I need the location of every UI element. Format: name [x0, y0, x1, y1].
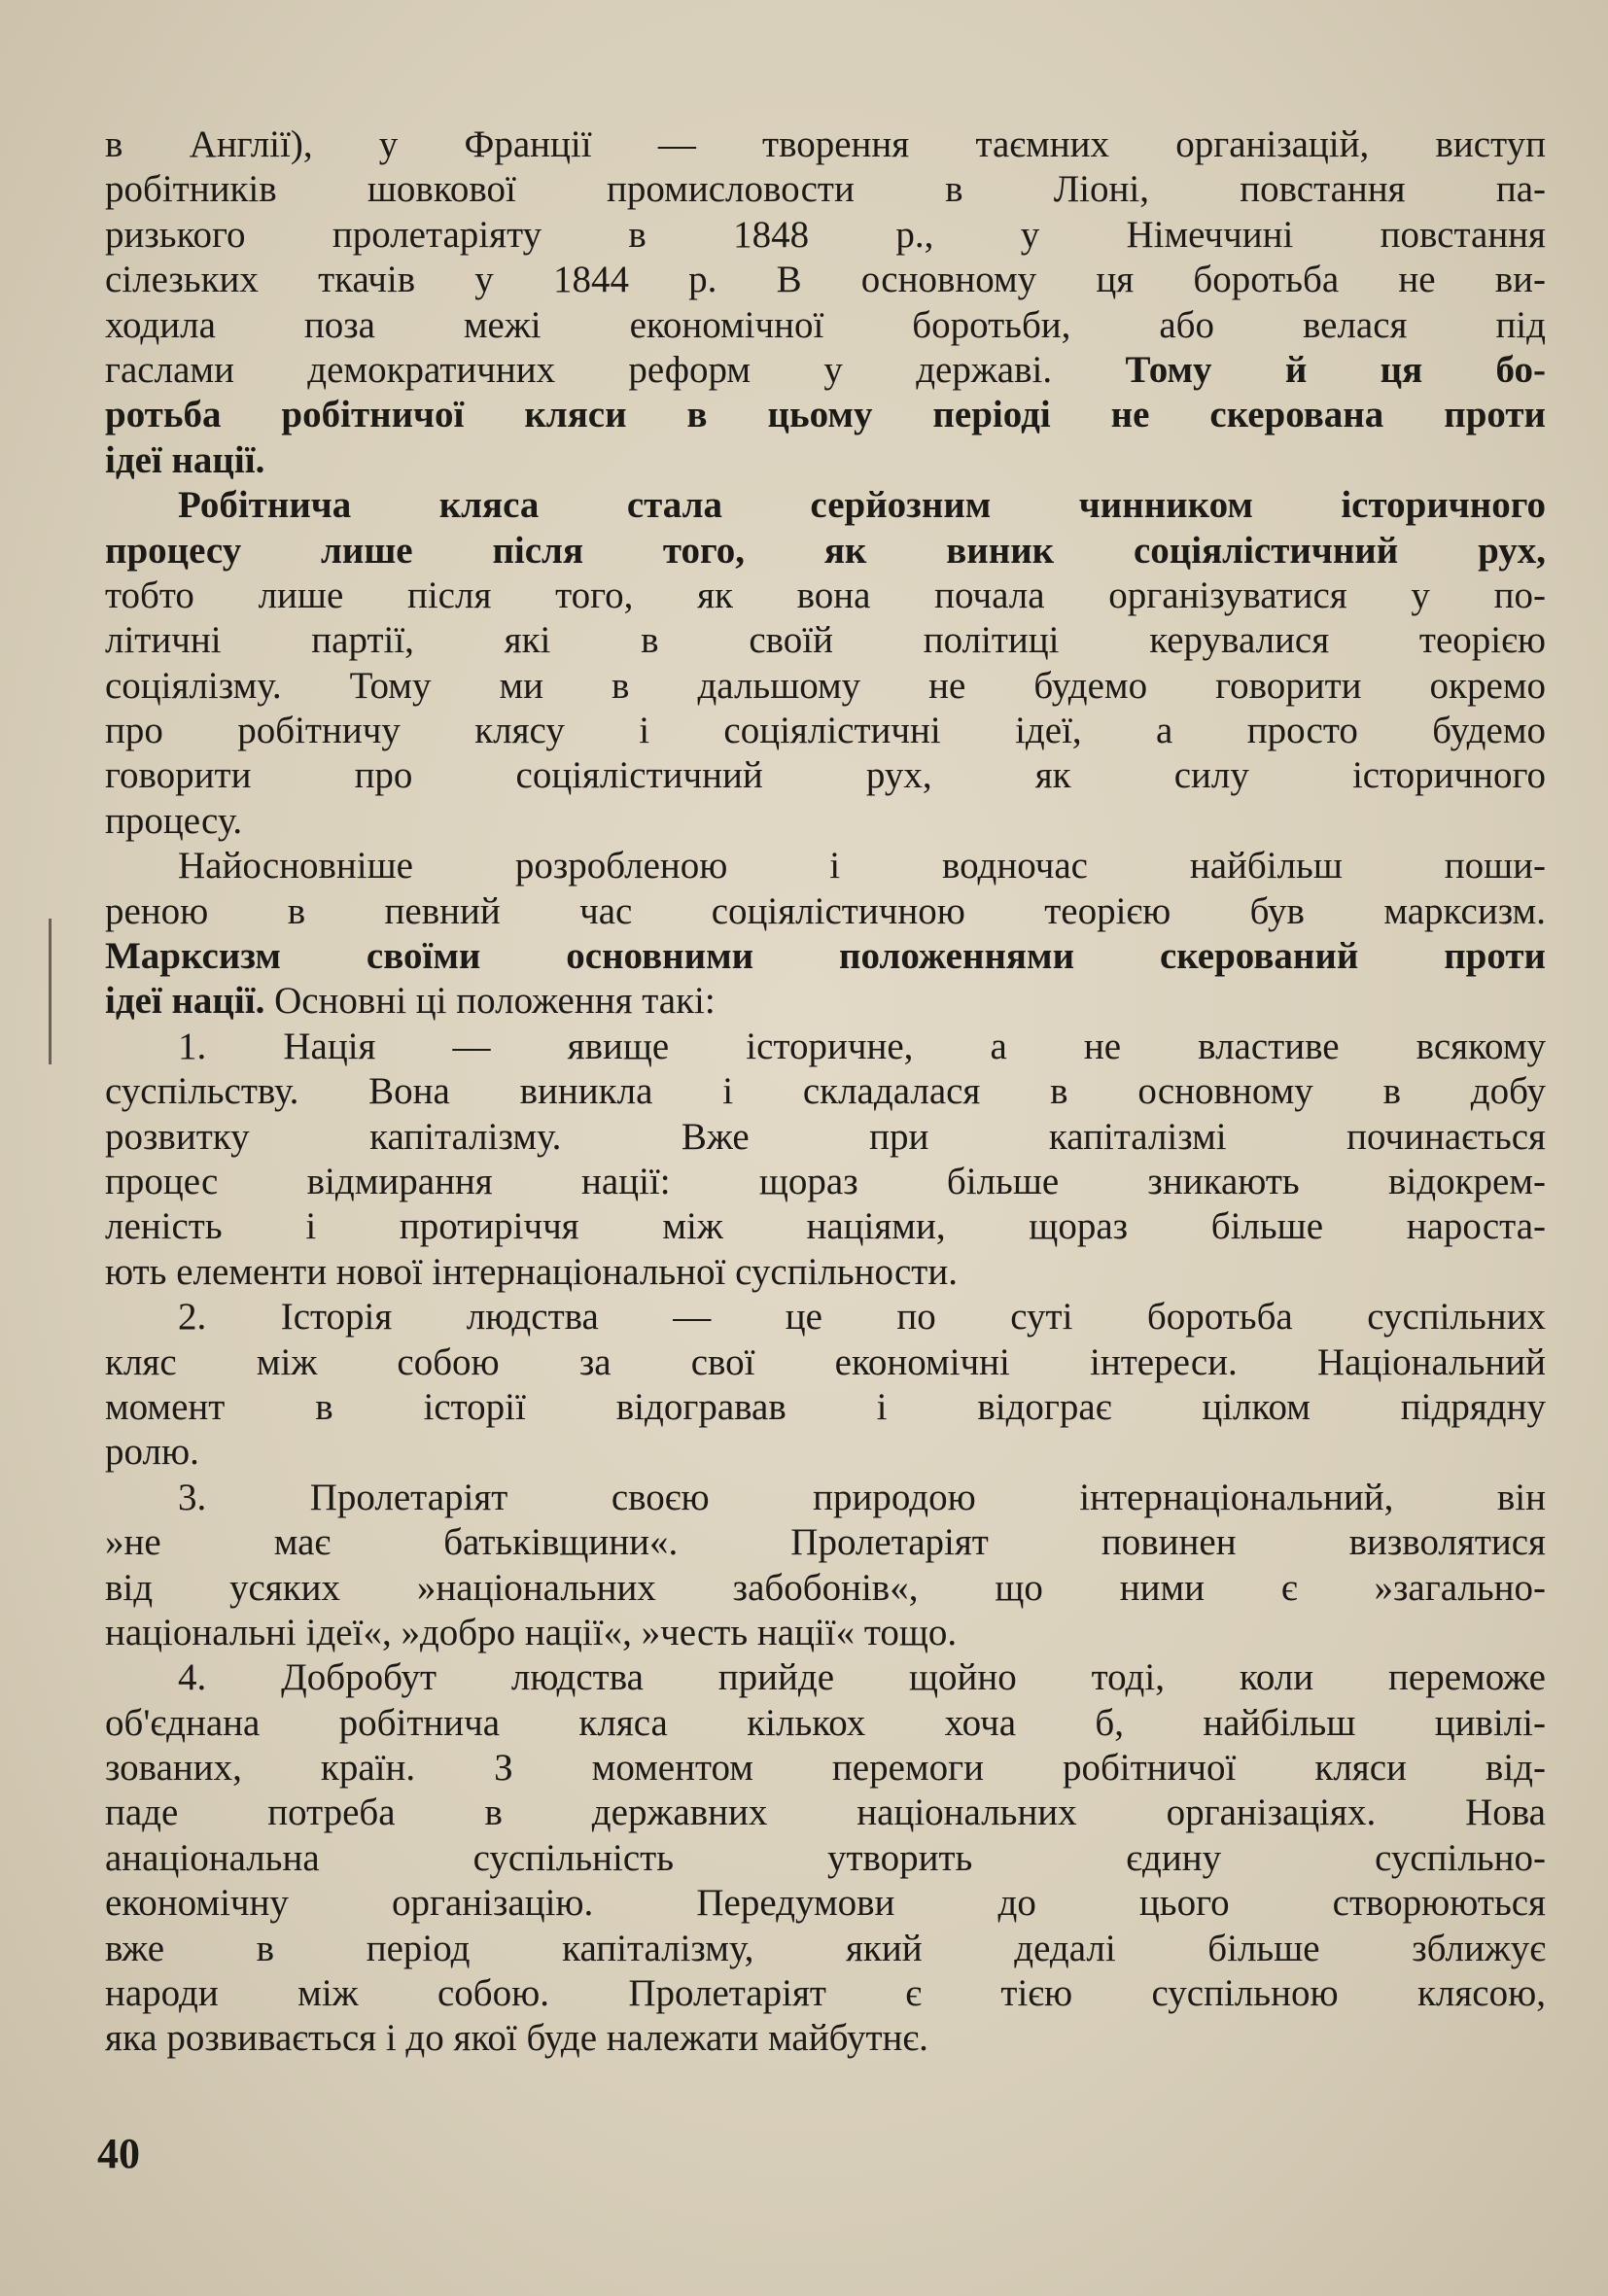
bold-text-segment: процесу лише після того, як виник соціялістичний рух,: [105, 529, 1546, 572]
text-segment: яка розвивається і до якої буде належати майбутнє.: [105, 2017, 928, 2060]
page-body-text: [105, 122, 1546, 2062]
text-line: [105, 167, 1546, 212]
text-line: [105, 1115, 1546, 1160]
text-segment: реною в певний час соціялістичною теорією був марксизм.: [105, 889, 1546, 932]
text-segment: гаслами демократичних реформ у державі.: [105, 348, 1126, 391]
text-segment: соціялізму. Тому ми в дальшому не будемо говорити окремо: [105, 664, 1546, 707]
text-line: [105, 1611, 1546, 1655]
bold-text-segment: ротьба робітничої кляси в цьому періоді не скерована проти: [105, 394, 1546, 436]
text-segment: вже в період капіталізму, який дедалі більше зближує: [105, 1927, 1546, 1969]
text-segment: кляс між собою за свої економічні інтереси. Національний: [105, 1340, 1546, 1383]
text-segment: 4. Добробут людства прийде щойно тоді, коли переможе: [178, 1656, 1546, 1699]
text-line: [105, 483, 1546, 528]
text-line: [105, 753, 1546, 798]
text-line: [105, 1791, 1546, 1835]
text-line: [105, 709, 1546, 753]
text-segment: про робітничу клясу і соціялістичні ідеї, а просто будемо: [105, 710, 1546, 752]
text-line: [105, 258, 1546, 302]
bold-text-segment: Робітнича кляса стала серйозним чинником історичного: [178, 484, 1546, 527]
text-line: [105, 1881, 1546, 1926]
text-segment: процесу.: [105, 799, 243, 842]
text-line: [105, 1069, 1546, 1114]
text-segment: Найосновніше розробленою і водночас найбільш поши-: [178, 845, 1546, 887]
text-line: [105, 303, 1546, 348]
text-segment: розвитку капіталізму. Вже при капіталізмі починається: [105, 1115, 1546, 1158]
text-line: [105, 1566, 1546, 1611]
text-line: [105, 664, 1546, 709]
text-line: [105, 122, 1546, 167]
text-line: [105, 889, 1546, 934]
text-line: [105, 1746, 1546, 1791]
page-number: 40: [97, 2130, 140, 2177]
text-line: [105, 844, 1546, 888]
text-line: [105, 393, 1546, 437]
text-line: [105, 1971, 1546, 2016]
text-segment: від усяких »національних забобонів«, що ними є »загально-: [105, 1566, 1546, 1609]
text-segment: паде потреба в державних національних організаціях. Нова: [105, 1792, 1546, 1834]
text-segment: 2. Історія людства — це по суті боротьба суспільних: [178, 1296, 1546, 1339]
text-line: [105, 1520, 1546, 1565]
text-line: [105, 1701, 1546, 1746]
text-line: [105, 799, 1546, 844]
text-segment: »не має батьківщини«. Пролетаріят повинен визволятися: [105, 1521, 1546, 1564]
text-segment: зованих, країн. З моментом перемоги робітничої кляси від-: [105, 1747, 1546, 1790]
text-line: [105, 574, 1546, 618]
text-line: [105, 1025, 1546, 1069]
text-segment: в Англії), у Франції — творення таємних організацій, виступ: [105, 123, 1546, 165]
text-segment: тобто лише після того, як вона почала організуватися у по-: [105, 574, 1546, 616]
text-line: [105, 1655, 1546, 1700]
text-line: [105, 979, 1546, 1024]
text-segment: ють елементи нової інтернаціональної суспільности.: [105, 1250, 958, 1293]
text-line: [105, 1204, 1546, 1249]
text-line: [105, 348, 1546, 393]
text-segment: момент в історії відогравав і відограє цілком підрядну: [105, 1385, 1546, 1428]
text-segment: національні ідеї«, »добро нації«, »честь нації« тощо.: [105, 1611, 958, 1653]
text-line: [105, 2016, 1546, 2061]
bold-text-segment: ідеї нації.: [105, 438, 265, 481]
bold-text-segment: Марксизм своїми основними положеннями скерований проти: [105, 935, 1546, 978]
text-line: [105, 213, 1546, 258]
text-line: [105, 934, 1546, 979]
text-segment: ризького пролетаріяту в 1848 р., у Німеччині повстання: [105, 213, 1546, 256]
text-line: [105, 529, 1546, 574]
text-line: [105, 618, 1546, 663]
text-segment: ходила поза межі економічної боротьби, або велася під: [105, 303, 1546, 346]
text-segment: ролю.: [105, 1431, 199, 1474]
text-segment: народи між собою. Пролетаріят є тією суспільною клясою,: [105, 1972, 1546, 2015]
text-segment: об'єднана робітнича кляса кількох хоча б, найбільш цивілі-: [105, 1701, 1546, 1744]
text-segment: анаціональна суспільність утворить єдину суспільно-: [105, 1836, 1546, 1879]
text-line: [105, 1340, 1546, 1385]
text-line: [105, 438, 1546, 483]
text-line: [105, 1836, 1546, 1881]
text-line: [105, 1160, 1546, 1204]
text-line: [105, 1250, 1546, 1295]
bold-text-segment: Тому й ця бо-: [1125, 348, 1546, 391]
bold-text-segment: ідеї нації.: [105, 980, 265, 1023]
text-line: [105, 1476, 1546, 1520]
text-segment: економічну організацію. Передумови до цього створюються: [105, 1882, 1546, 1925]
text-segment: процес відмирання нації: щораз більше зникають відокрем-: [105, 1160, 1546, 1202]
text-segment: леність і протиріччя між націями, щораз більше нароста-: [105, 1205, 1546, 1248]
text-line: [105, 1927, 1546, 1971]
text-segment: літичні партії, які в своїй політиці керувалися теорією: [105, 619, 1546, 662]
text-segment: сілезьких ткачів у 1844 р. В основному ця боротьба не ви-: [105, 259, 1546, 301]
text-line: [105, 1430, 1546, 1475]
text-segment: 3. Пролетаріят своєю природою інтернаціональний, він: [178, 1476, 1546, 1518]
text-line: [105, 1385, 1546, 1430]
text-segment: 1. Нація — явище історичне, а не властиве всякому: [178, 1025, 1546, 1067]
text-segment: говорити про соціялістичний рух, як силу історичного: [105, 754, 1546, 797]
text-segment: суспільству. Вона виникла і складалася в основному в добу: [105, 1070, 1546, 1113]
text-segment: Основні ці положення такі:: [264, 980, 716, 1023]
text-line: [105, 1295, 1546, 1339]
text-segment: робітників шовкової промисловости в Ліоні, повстання па-: [105, 168, 1546, 211]
margin-pencil-mark: [49, 919, 52, 1064]
